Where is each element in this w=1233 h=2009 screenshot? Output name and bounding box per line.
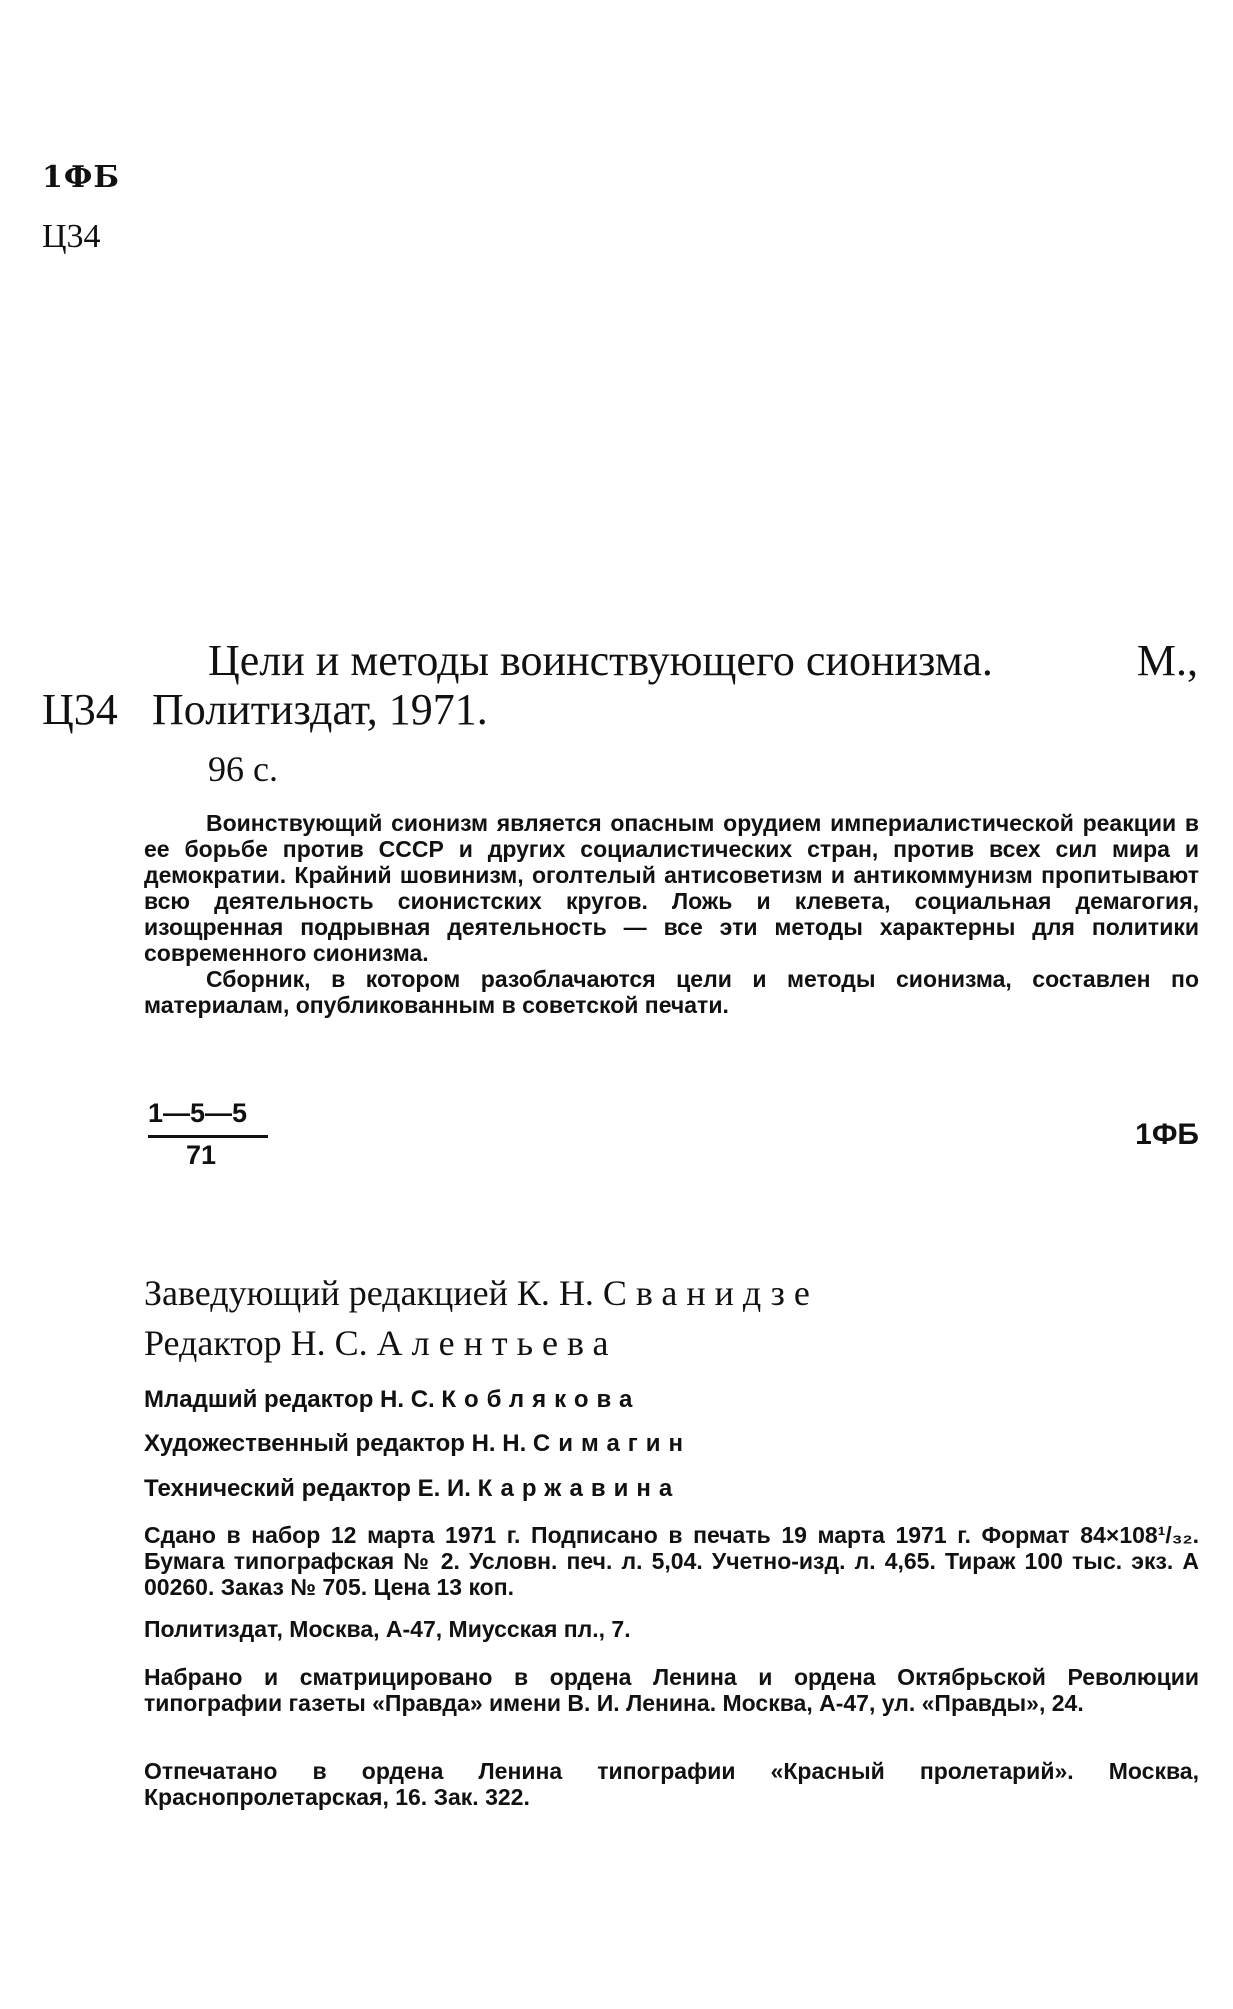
staff-art-editor <box>144 1430 691 1458</box>
art-editor-name: Симагин <box>532 1430 692 1457</box>
staff-head-editor <box>144 1272 819 1314</box>
abstract <box>144 810 1199 1018</box>
publisher-year: Политиздат, 1971. <box>152 685 488 734</box>
classification-code: Ц34 <box>42 685 118 734</box>
junior-editor-role: Младший редактор <box>144 1386 374 1413</box>
junior-editor-name: Коблякова <box>441 1386 641 1413</box>
editor-initials: Н. С. <box>290 1323 368 1363</box>
staff-tech-editor <box>144 1475 680 1503</box>
printed-info-text: Отпечатано в ордена Ленина типографии «Красный пролетарий». Москва, Краснопролетарская, 16. Зак. 322. <box>144 1758 1199 1810</box>
book-title: Цели и методы воинствующего сионизма. <box>208 636 993 685</box>
library-code: 1ФБ <box>1135 1118 1199 1151</box>
tech-editor-name: Каржавина <box>477 1475 681 1502</box>
index-mark: 1ФБ <box>42 160 120 195</box>
typeset-info-text: Набрано и сматрицировано в ордена Ленина и ордена Октябрьской Революции типографии газеты «Правда» имени В. И. Ленина. Москва, А-47, ул. «Правды», 24. <box>144 1664 1199 1716</box>
abstract-paragraph-1: Воинствующий сионизм является опасным орудием империалистической реакции в ее борьбе против СССР и других социалистических стран, против всех сил мира и демократии. Крайний шовинизм, оголтелый антисоветизм и антикоммунизм пропитывают всю деятельность сионистских кругов. Ложь и клевета, социальная демагогия, изощренная подрывная деятельность — все эти методы характерны для политики современного сионизма. <box>144 810 1199 966</box>
editor-role: Редактор <box>144 1323 282 1363</box>
junior-editor-initials: Н. С. <box>380 1386 435 1413</box>
publication-place: М., <box>1136 636 1198 685</box>
art-editor-role: Художественный редактор <box>144 1430 465 1457</box>
typeset-info <box>144 1664 1199 1716</box>
staff-editor <box>144 1322 617 1364</box>
print-data-text: Сдано в набор 12 марта 1971 г. Подписано в печать 19 марта 1971 г. Формат 84×108¹/₃₂. Бумага типографская № 2. Условн. печ. л. 5,04. Учетно-изд. л. 4,65. Тираж 100 тыс. экз. А 00260. Заказ № 705. Цена 13 коп. <box>144 1522 1199 1600</box>
head-editor-initials: К. Н. <box>516 1273 594 1313</box>
head-editor-name: Сванидзе <box>602 1273 819 1313</box>
head-editor-role: Заведующий редакцией <box>144 1273 508 1313</box>
publisher-address-text: Политиздат, Москва, А-47, Миусская пл., 7. <box>144 1616 631 1642</box>
classification-code-top: Ц34 <box>42 218 101 255</box>
fraction-divider <box>148 1135 268 1138</box>
fraction-numerator: 1—5—5 <box>148 1098 248 1128</box>
page-count: 96 с. <box>208 749 278 789</box>
art-editor-initials: Н. Н. <box>471 1430 527 1457</box>
publisher-address <box>144 1616 1199 1642</box>
editor-name: Алентьева <box>376 1323 618 1363</box>
fraction-denominator: 71 <box>186 1140 217 1170</box>
tech-editor-initials: Е. И. <box>417 1475 471 1502</box>
print-data <box>144 1522 1199 1600</box>
staff-junior-editor <box>144 1386 640 1414</box>
abstract-paragraph-2: Сборник, в котором разоблачаются цели и методы сионизма, составлен по материалам, опубликованным в советской печати. <box>144 966 1199 1018</box>
tech-editor-role: Технический редактор <box>144 1475 411 1502</box>
printed-info <box>144 1758 1199 1810</box>
